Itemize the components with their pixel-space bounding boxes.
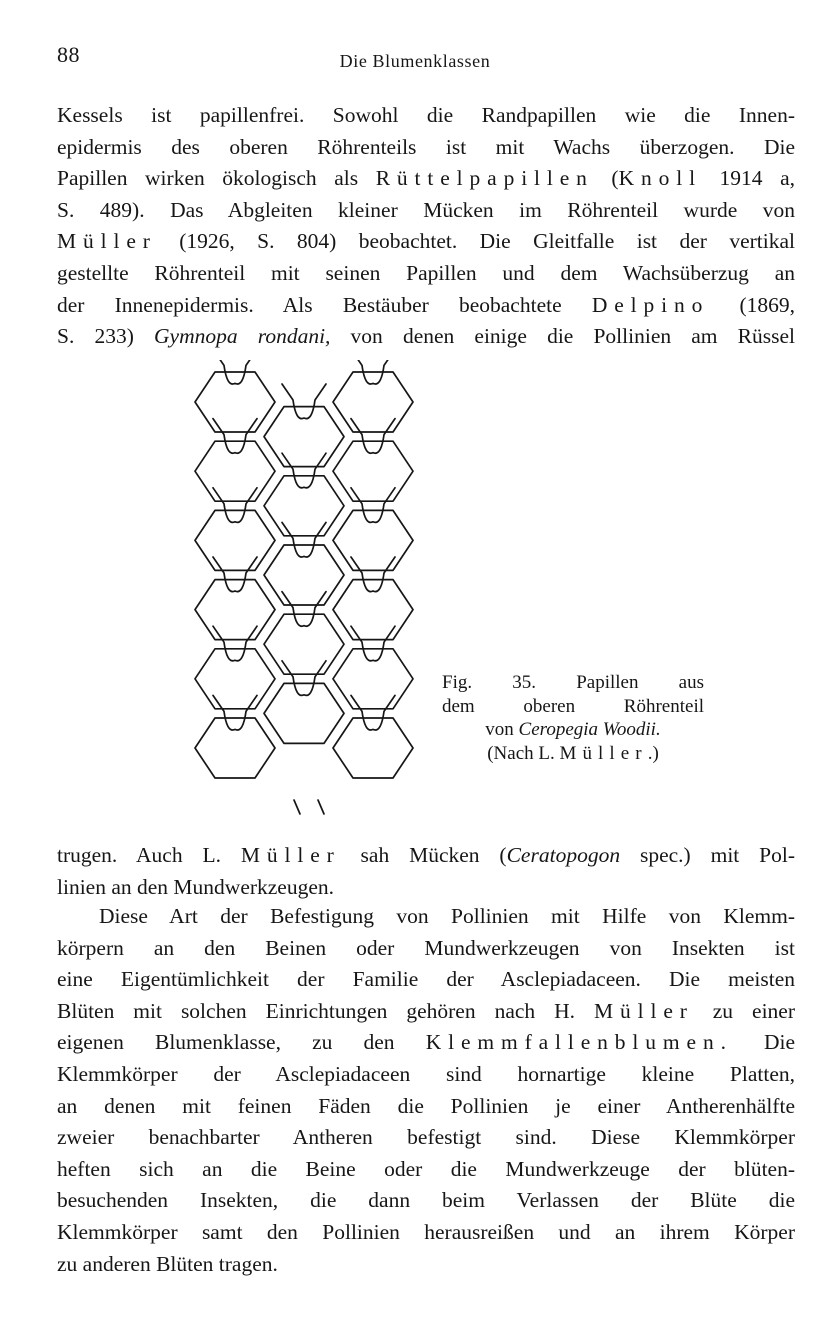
papilla-hair [351,557,395,592]
papillae-figure [190,360,440,822]
caption-line: (Nach L. Müller.) [487,742,659,764]
papilla-hair [351,488,395,523]
papilla-hair [351,419,395,454]
caption-line: von Ceropegia Woodii. [485,719,661,740]
papilla-hair [294,800,300,814]
papilla-hair [213,488,257,523]
text-line: eigenen Blumenklasse, zu den Klemmfallenblumen. Die [57,1030,795,1055]
species-name: Ceropegia Woodii. [518,719,661,740]
papilla-hair [213,626,257,661]
text-line: Klemmkörper der Asclepiadaceen sind hornartige kleine Platten, [57,1061,795,1086]
hexagon-cell [264,476,344,536]
hexagon-cell [333,372,413,432]
author-name: Müller [240,843,341,867]
author-name: Knoll [618,166,702,191]
text-line: epidermis des oberen Röhrenteils ist mit Wachs überzogen. Die [57,134,795,159]
hexagon-cell [333,580,413,640]
author-name: Müller [57,229,157,254]
hexagon-papillae-grid [195,360,413,814]
text-line: zweier benachbarter Antheren befestigt sind. Diese Klemmkörper [57,1125,795,1150]
caption-line: dem oberen Röhrenteil [442,695,704,717]
emphasis-term: Rüttelpapillen [375,166,594,191]
text-line: besuchenden Insekten, die dann beim Verlassen der Blüte die [57,1188,795,1213]
text-line: Diese Art der Befestigung von Pollinien mit Hilfe von Klemm- [99,904,795,928]
text-line: linien an den Mundwerkzeugen. [57,874,335,899]
author-name: Müller [594,998,694,1023]
hexagon-cell [195,718,275,778]
papilla-hair [318,800,324,814]
text-line: eine Eigentümlichkeit der Familie der Asclepiadaceen. Die meisten [57,967,795,992]
papilla-hair [213,557,257,592]
hexagon-cell [195,649,275,709]
text-line: an denen mit feinen Fäden die Pollinien je einer Antherenhälfte [57,1093,795,1118]
paragraph-2 [57,840,795,903]
text-line: zu anderen Blüten tragen. [57,1251,278,1276]
papilla-hair [351,695,395,730]
hexagon-cell [264,683,344,743]
hexagon-cell [333,649,413,709]
text-line: Blüten mit solchen Einrichtungen gehören nach H. Müller zu einer [57,998,795,1023]
author-name: Delpino [591,292,710,317]
text-line: heften sich an die Beine oder die Mundwerkzeuge der blüten- [57,1156,795,1181]
papilla-hair [282,522,326,557]
papilla-hair [213,695,257,730]
text-line: S. 233) Gymnopa rondani, von denen einige die Pollinien am Rüssel [57,324,795,349]
hexagon-cell [264,407,344,467]
genus-name: Ceratopogon [506,843,621,867]
text-line: Klemmkörper samt den Pollinien herausreißen und an ihrem Körper [57,1219,795,1244]
text-line: Müller (1926, S. 804) beobachtet. Die Gleitfalle ist der vertikal [57,229,795,254]
emphasis-term: Klemmfallenblumen. [425,1030,733,1055]
caption-line: Fig. 35. Papillen aus [442,672,704,693]
text-line: körpern an den Beinen oder Mundwerkzeugen von Insekten ist [57,935,795,960]
papilla-hair [282,592,326,627]
hexagon-cell [333,718,413,778]
running-title: Die Blumenklassen [339,51,491,71]
hexagon-cell [195,510,275,570]
author-name: Müller [559,742,648,764]
text-line: Papillen wirken ökologisch als Rüttelpapillen (Knoll 1914 a, [57,166,795,191]
paragraph-1 [57,100,795,353]
hexagon-cell [333,510,413,570]
paragraph-3 [57,901,795,1280]
text-line: S. 489). Das Abgleiten kleiner Mücken im Röhrenteil wurde von [57,197,795,222]
hexagon-cell [264,545,344,605]
text-line: gestellte Röhrenteil mit seinen Papillen und dem Wachsüberzug an [57,260,795,285]
text-line: trugen. Auch L. Müller sah Mücken (Ceratopogon spec.) mit Pol- [57,843,795,867]
hexagon-cell [195,441,275,501]
papilla-hair [213,419,257,454]
hexagon-cell [333,441,413,501]
figure-caption [442,671,704,765]
papilla-hair [351,626,395,661]
page-number: 88 [57,42,80,67]
text-line: Kessels ist papillenfrei. Sowohl die Randpapillen wie die Innen- [57,103,795,127]
text-line: der Innenepidermis. Als Bestäuber beobachtete Delpino (1869, [57,292,795,317]
hexagon-cell [195,580,275,640]
papilla-hair [282,661,326,696]
hexagon-cell [264,614,344,674]
species-name: Gymnopa rondani, [154,324,331,349]
hexagon-cell [195,372,275,432]
papilla-hair [282,384,326,419]
papilla-hair [282,453,326,488]
